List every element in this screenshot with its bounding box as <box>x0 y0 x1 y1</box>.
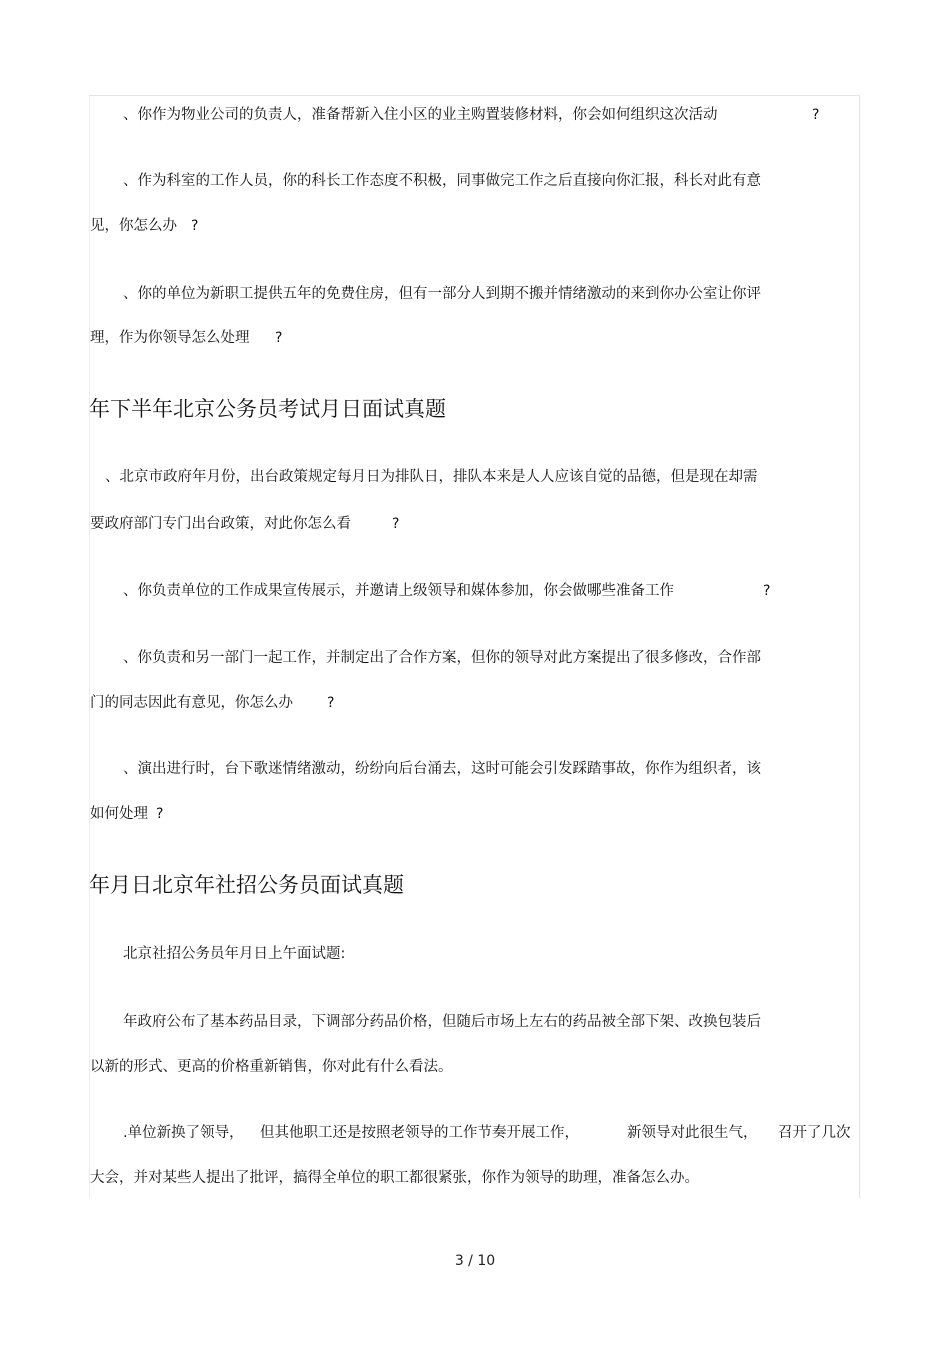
section-3-question-2-part-2: 但其他职工还是按照老领导的工作节奏开展工作， <box>260 1125 579 1141</box>
section-2-question-4-line-1: 、演出进行时，台下歌迷情绪激动，纷纷向后台涌去，这时可能会引发踩踏事故，你作为组织者，该 <box>123 761 761 777</box>
section-2-question-4-line-2: 如何处理 <box>90 806 148 822</box>
section-2-question-1-line-1: 、北京市政府年月份，出台政策规定每月日为排队日，排队本来是人人应该自觉的品德，但是现在却需 <box>105 469 758 485</box>
section-2-question-3-mark: ? <box>327 695 335 711</box>
section-2-question-1-line-2: 要政府部门专门出台政策，对此你怎么看 <box>90 516 351 532</box>
section-2-question-2-mark: ? <box>763 583 771 599</box>
section-2-question-4-mark: ? <box>156 806 164 822</box>
section-3-question-1-line-1: 年政府公布了基本药品目录，下调部分药品价格，但随后市场上左右的药品被全部下架、改换包装后 <box>123 1014 761 1030</box>
page-number: 3 / 10 <box>454 1253 496 1269</box>
question-2-line-1: 、作为科室的工作人员，你的科长工作态度不积极，同事做完工作之后直接向你汇报，科长对此有意 <box>123 173 761 189</box>
question-2-mark: ? <box>191 218 199 234</box>
question-3-mark: ? <box>275 330 283 346</box>
section-3-heading: 年月日北京年社招公务员面试真题 <box>89 873 404 897</box>
question-3-line-1: 、你的单位为新职工提供五年的免费住房，但有一部分人到期不搬并情绪激动的来到你办公室让你评 <box>123 286 761 302</box>
question-2-line-2: 见，你怎么办 <box>90 218 177 234</box>
section-2-question-3-line-2: 门的同志因此有意见，你怎么办 <box>90 695 293 711</box>
page-frame <box>89 95 860 1198</box>
section-2-question-3-line-1: 、你负责和另一部门一起工作，并制定出了合作方案，但你的领导对此方案提出了很多修改，合作部 <box>123 650 761 666</box>
question-3-line-2: 理，作为你领导怎么处理 <box>90 330 250 346</box>
section-2-question-1-mark: ? <box>392 516 400 532</box>
section-2-heading: 年下半年北京公务员考试月日面试真题 <box>89 397 446 421</box>
question-1-mark: ? <box>812 107 820 123</box>
section-2-question-2-text: 、你负责单位的工作成果宣传展示，并邀请上级领导和媒体参加，你会做哪些准备工作 <box>123 583 674 599</box>
section-3-question-2-part-3: 新领导对此很生气， <box>627 1125 758 1141</box>
section-3-question-2-part-1: .单位新换了领导， <box>123 1125 244 1141</box>
section-3-intro: 北京社招公务员年月日上午面试题: <box>123 946 346 962</box>
question-1-text: 、你作为物业公司的负责人，准备帮新入住小区的业主购置装修材料，你会如何组织这次活动 <box>123 107 718 123</box>
section-3-question-2-part-4: 召开了几次 <box>778 1125 851 1141</box>
section-3-question-2-line-2: 大会，并对某些人提出了批评，搞得全单位的职工都很紧张，你作为领导的助理，准备怎么办。 <box>90 1170 699 1186</box>
section-3-question-1-line-2: 以新的形式、更高的价格重新销售，你对此有什么看法。 <box>90 1059 453 1075</box>
